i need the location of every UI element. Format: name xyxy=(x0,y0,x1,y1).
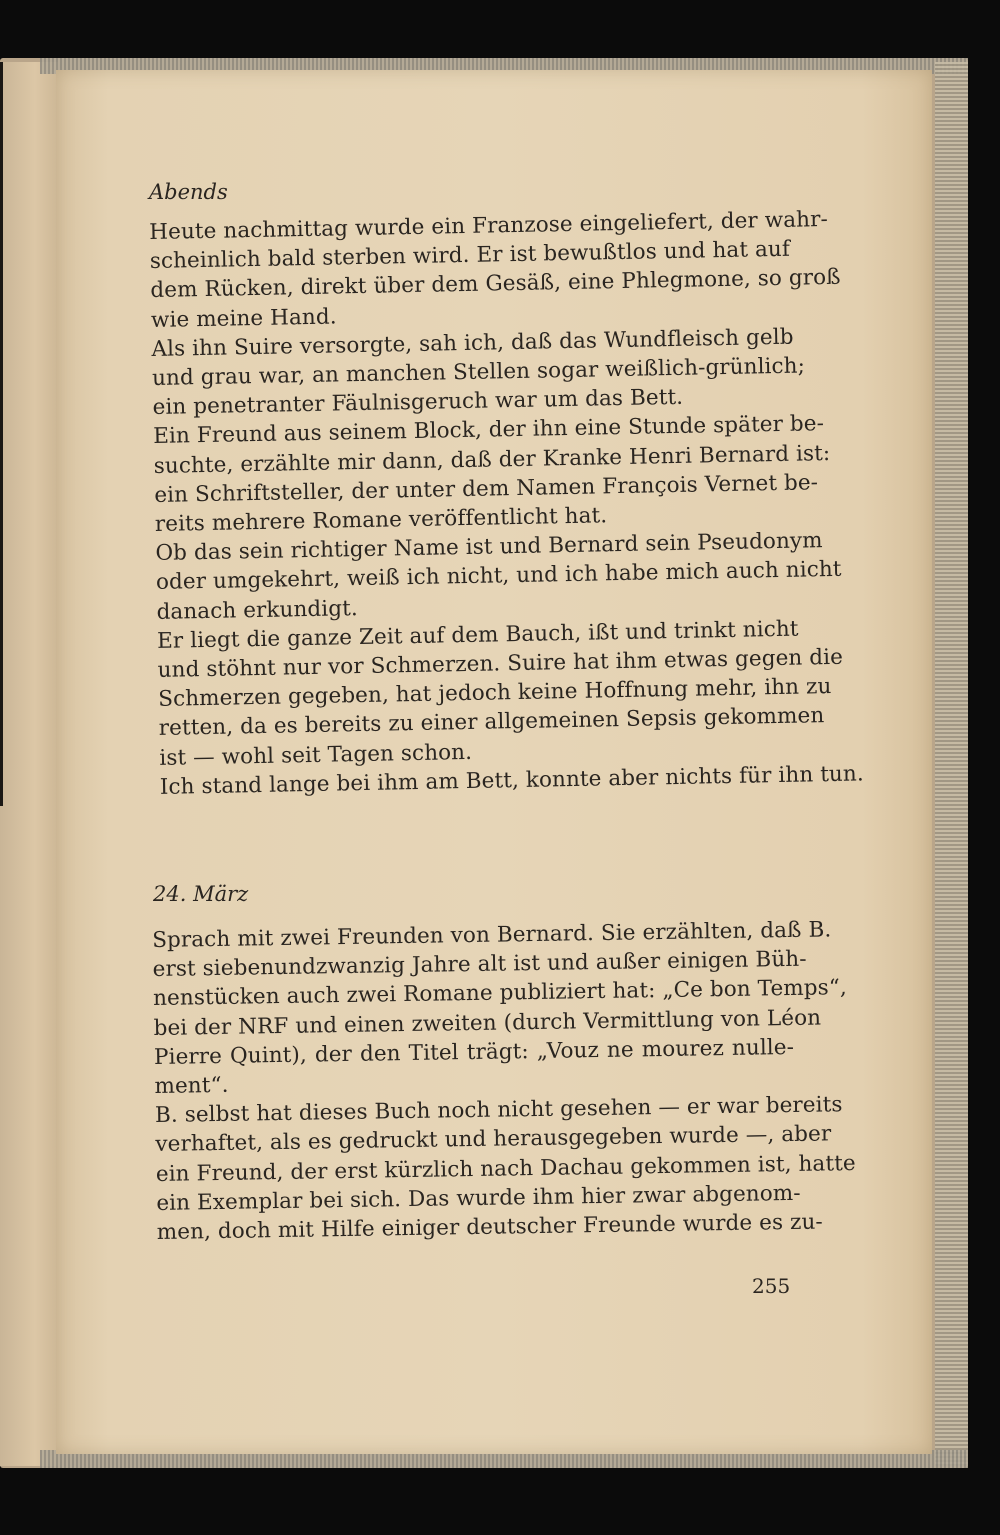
text-line: verhaftet, als es gedruckt und herausgegeben wurde —, aber xyxy=(155,1121,832,1158)
entry-body-abends xyxy=(149,206,864,802)
spine-shadow xyxy=(0,62,3,806)
text-line: Heute nachmittag wurde ein Franzose eingeliefert, der wahr- xyxy=(149,206,829,245)
text-line: scheinlich bald sterben wird. Er ist bewußtlos und hat auf xyxy=(149,236,791,275)
page-number: 255 xyxy=(752,1274,791,1298)
text-line: Pierre Quint), der den Titel trägt: „Vouz ne mourez nulle- xyxy=(153,1034,795,1070)
text-line: reits mehrere Romane veröffentlicht hat. xyxy=(154,503,608,537)
text-line: Sprach mit zwei Freunden von Bernard. Sie erzählten, daß B. xyxy=(152,917,832,953)
text-line: Als ihn Suire versorgte, sah ich, daß das Wundfleisch gelb xyxy=(151,324,794,362)
entry-heading-abends: Abends xyxy=(149,180,228,204)
text-line: danach erkundigt. xyxy=(156,595,359,625)
text-line: ein Freund, der erst kürzlich nach Dachau gekommen ist, hatte xyxy=(155,1150,856,1187)
text-line: ein Schriftsteller, der unter dem Namen François Vernet be- xyxy=(154,470,819,508)
text-line: nenstücken auch zwei Romane publiziert hat: „Ce bon Temps“, xyxy=(152,975,847,1012)
text-line: Schmerzen gegeben, hat jedoch keine Hoffnung mehr, ihn zu xyxy=(158,674,832,713)
entry-heading-24-maerz: 24. März xyxy=(153,882,249,906)
text-line: oder umgekehrt, weiß ich nicht, und ich habe mich auch nicht xyxy=(155,557,842,596)
text-line: Ob das sein richtiger Name ist und Bernard sein Pseudonym xyxy=(155,528,823,567)
text-line: Ich stand lange bei ihm am Bett, konnte aber nichts für ihn tun. xyxy=(159,761,864,800)
text-line: retten, da es bereits zu einer allgemeinen Sepsis gekommen xyxy=(158,703,825,742)
text-line: bei der NRF und einen zweiten (durch Vermittlung von Léon xyxy=(153,1005,822,1041)
text-line: dem Rücken, direkt über dem Gesäß, eine Phlegmone, so groß xyxy=(150,265,841,304)
text-line: erst siebenundzwanzig Jahre alt ist und außer einigen Büh- xyxy=(152,946,807,983)
cloth-edge-right xyxy=(935,62,968,1466)
book-spine-edge xyxy=(0,62,58,1466)
text-line: ist — wohl seit Tagen schon. xyxy=(159,739,473,771)
text-line: wie meine Hand. xyxy=(150,304,337,333)
text-line: und stöhnt nur vor Schmerzen. Suire hat ihm etwas gegen die xyxy=(157,644,844,683)
text-line: Er liegt die ganze Zeit auf dem Bauch, ißt und trinkt nicht xyxy=(156,616,799,654)
text-line: Ein Freund aus seinem Block, der ihn eine Stunde später be- xyxy=(152,411,825,450)
text-line: ment“. xyxy=(154,1072,229,1099)
text-line: B. selbst hat dieses Buch noch nicht gesehen — er war bereits xyxy=(154,1092,843,1129)
text-line: ein penetranter Fäulnisgeruch war um das Bett. xyxy=(152,385,684,421)
entry-body-24-maerz xyxy=(152,916,856,1247)
text-line: suchte, erzählte mir dann, daß der Kranke Henri Bernard ist: xyxy=(153,440,831,479)
text-line: men, doch mit Hilfe einiger deutscher Freunde wurde es zu- xyxy=(156,1209,824,1245)
text-line: und grau war, an manchen Stellen sogar weißlich-grünlich; xyxy=(151,353,806,391)
text-line: ein Exemplar bei sich. Das wurde ihm hier zwar abgenom- xyxy=(156,1180,801,1216)
